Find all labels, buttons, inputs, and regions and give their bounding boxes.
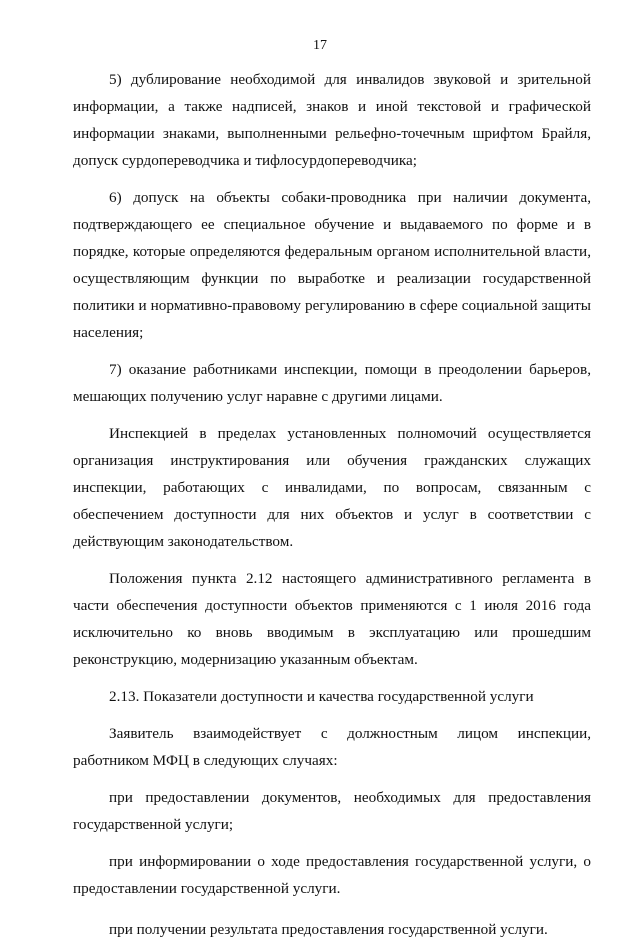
section-heading-2-13: 2.13. Показатели доступности и качества государственной услуги xyxy=(109,688,534,705)
paragraph-case-informing: при информировании о ходе предоставления государственной услуги, о предоставлении государственной услуги. xyxy=(73,853,591,897)
paragraph-applicant-interaction: Заявитель взаимодействует с должностным лицом инспекции, работником МФЦ в следующих случаях: xyxy=(73,725,591,769)
paragraph-case-result: при получении результата предоставления государственной услуги. xyxy=(109,921,548,938)
document-body xyxy=(73,66,591,943)
paragraph-case-documents: при предоставлении документов, необходимых для предоставления государственной услуги; xyxy=(73,789,591,833)
paragraph-item-6: 6) допуск на объекты собаки-проводника при наличии документа, подтверждающего ее специальное обучение и выдаваемого по форме и в порядке, которые определяются федеральным органом исполнительной власти, осуществляющим функции по выработке и реализации государственной политики и нормативно-правовому регулированию в сфере социальной защиты населения; xyxy=(73,189,591,341)
page-number: 17 xyxy=(313,38,327,53)
paragraph-item-5: 5) дублирование необходимой для инвалидов звуковой и зрительной информации, а также надписей, знаков и иной текстовой и графической информации знаками, выполненными рельефно-точечным шрифтом Брайля, допуск сурдопереводчика и тифлосурдопереводчика; xyxy=(73,71,591,169)
paragraph-item-7: 7) оказание работниками инспекции, помощи в преодолении барьеров, мешающих получению услуг наравне с другими лицами. xyxy=(73,361,591,405)
paragraph-provisions-2-12: Положения пункта 2.12 настоящего административного регламента в части обеспечения доступности объектов применяются с 1 июля 2016 года исключительно ко вновь вводимым в эксплуатацию или прошедшим реконструкцию, модернизацию указанным объектам. xyxy=(73,570,591,668)
paragraph-inspection-training: Инспекцией в пределах установленных полномочий осуществляется организация инструктирования или обучения гражданских служащих инспекции, работающих с инвалидами, по вопросам, связанным с обеспечением доступности для них объектов и услуг в соответствии с действующим законодательством. xyxy=(73,425,591,550)
